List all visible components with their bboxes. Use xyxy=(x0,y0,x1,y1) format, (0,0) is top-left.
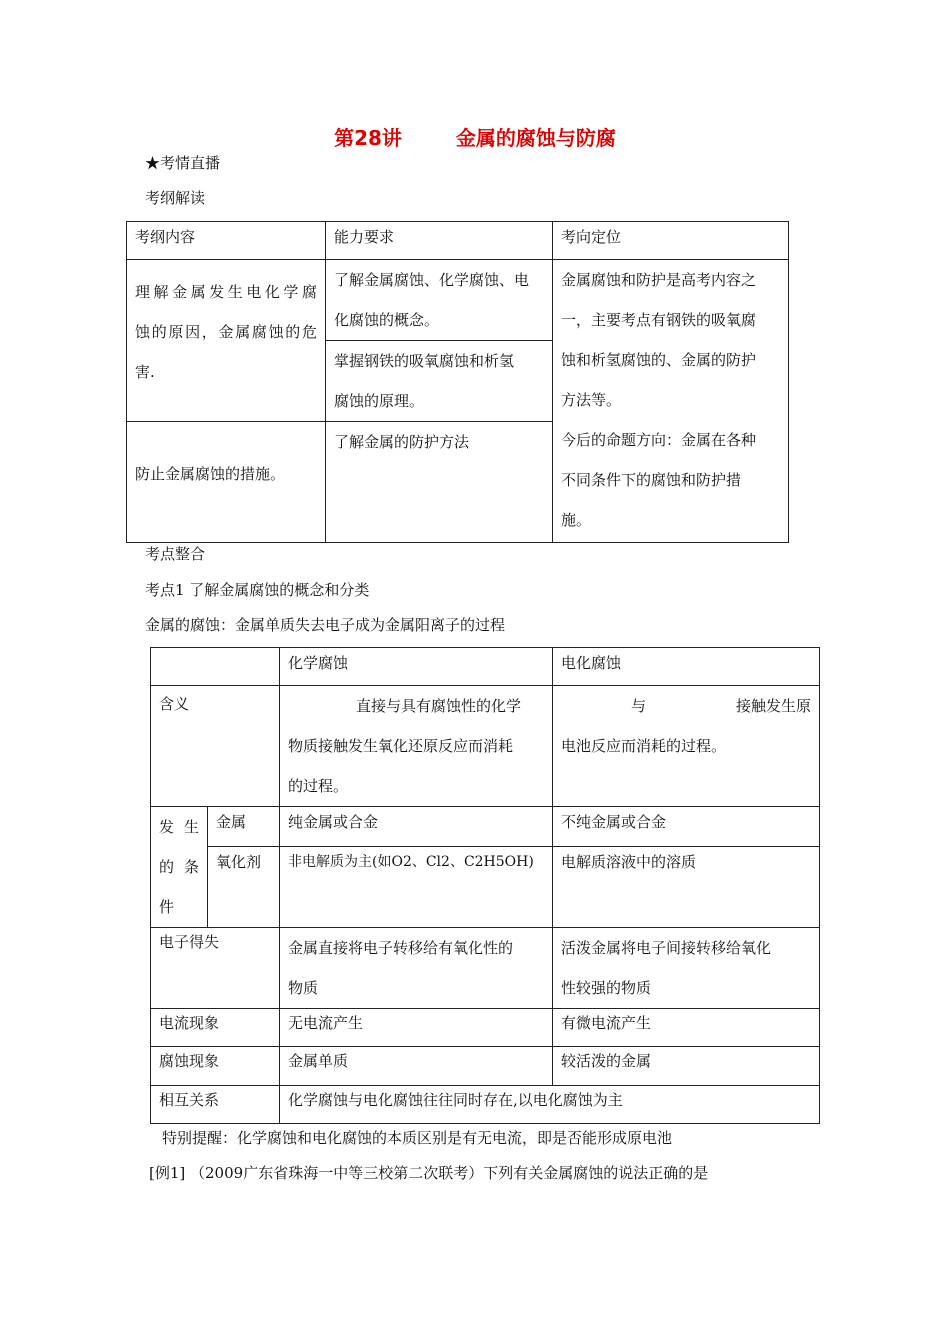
header-content: 考纲内容 xyxy=(127,222,326,260)
current-chemical: 无电流产生 xyxy=(280,1009,553,1047)
condition-label: 发 生 的 条 件 xyxy=(151,807,208,928)
phenomenon-label: 腐蚀现象 xyxy=(151,1047,280,1086)
header-chemical: 化学腐蚀 xyxy=(280,648,553,686)
integration-heading: 考点整合 xyxy=(145,545,206,563)
metal-chemical: 纯金属或合金 xyxy=(280,807,553,847)
header-ability: 能力要求 xyxy=(326,222,553,260)
ability-concept: 了解金属腐蚀、化学腐蚀、电 化腐蚀的概念。 xyxy=(334,271,530,329)
electron-label: 电子得失 xyxy=(151,928,280,1009)
current-label: 电流现象 xyxy=(151,1009,280,1047)
electron-electrochemical: 活泼金属将电子间接转移给氧化 性较强的物质 xyxy=(553,928,820,1009)
electron-chemical: 金属直接将电子转移给有氧化性的 物质 xyxy=(280,928,553,1009)
lecture-number: 第28讲 xyxy=(334,126,402,150)
definition-text: 金属的腐蚀：金属单质失去电子成为金属阳离子的过程 xyxy=(145,616,506,634)
section-heading: ★考情直播 xyxy=(145,154,221,172)
page-title xyxy=(0,122,950,151)
empty-corner xyxy=(151,648,280,686)
metal-label: 金属 xyxy=(208,807,280,847)
example-question: [例1] （2009广东省珠海一中等三校第二次联考）下列有关金属腐蚀的说法正确的是 xyxy=(149,1164,709,1182)
special-reminder: 特别提醒：化学腐蚀和电化腐蚀的本质区别是有无电流，即是否能形成原电池 xyxy=(162,1129,673,1147)
oxidant-chemical: 非电解质为主(如O2、Cl2、C2H5OH) xyxy=(280,847,553,928)
relation-label: 相互关系 xyxy=(151,1086,280,1124)
phenomenon-electrochemical: 较活泼的金属 xyxy=(553,1047,820,1086)
row1-content: 理解金属发生电化学腐 蚀的原因，金属腐蚀的危 害. xyxy=(127,260,326,422)
phenomenon-chemical: 金属单质 xyxy=(280,1047,553,1086)
orientation-cell: 金属腐蚀和防护是高考内容之 一，主要考点有钢铁的吸氧腐 蚀和析氢腐蚀的、金属的防护 方法等。 今后的命题方向：金属在各种 不同条件下的腐蚀和防护措 施。 xyxy=(553,260,789,543)
row2-ability: 了解金属的防护方法 xyxy=(326,422,553,543)
row2-content: 防止金属腐蚀的措施。 xyxy=(127,422,326,543)
oxidant-label: 氧化剂 xyxy=(208,847,280,928)
outline-heading: 考纲解读 xyxy=(145,189,206,207)
oxidant-electrochemical: 电解质溶液中的溶质 xyxy=(553,847,820,928)
header-orientation: 考向定位 xyxy=(553,222,789,260)
lecture-topic: 金属的腐蚀与防腐 xyxy=(455,126,616,150)
relation-value: 化学腐蚀与电化腐蚀往往同时存在,以电化腐蚀为主 xyxy=(280,1086,820,1124)
header-electrochemical: 电化腐蚀 xyxy=(553,648,820,686)
metal-electrochemical: 不纯金属或合金 xyxy=(553,807,820,847)
meaning-label: 含义 xyxy=(151,686,280,807)
current-electrochemical: 有微电流产生 xyxy=(553,1009,820,1047)
row1-ability xyxy=(326,260,553,422)
point1-heading: 考点1 了解金属腐蚀的概念和分类 xyxy=(145,581,370,599)
meaning-chemical: 直接与具有腐蚀性的化学 物质接触发生氧化还原反应而消耗 的过程。 xyxy=(280,686,553,807)
ability-principle: 掌握钢铁的吸氧腐蚀和析氢 腐蚀的原理。 xyxy=(326,341,552,422)
corrosion-table xyxy=(150,647,820,1124)
meaning-electrochemical: 与 接触发生原 电池反应而消耗的过程。 xyxy=(553,686,820,807)
outline-table xyxy=(126,221,789,543)
